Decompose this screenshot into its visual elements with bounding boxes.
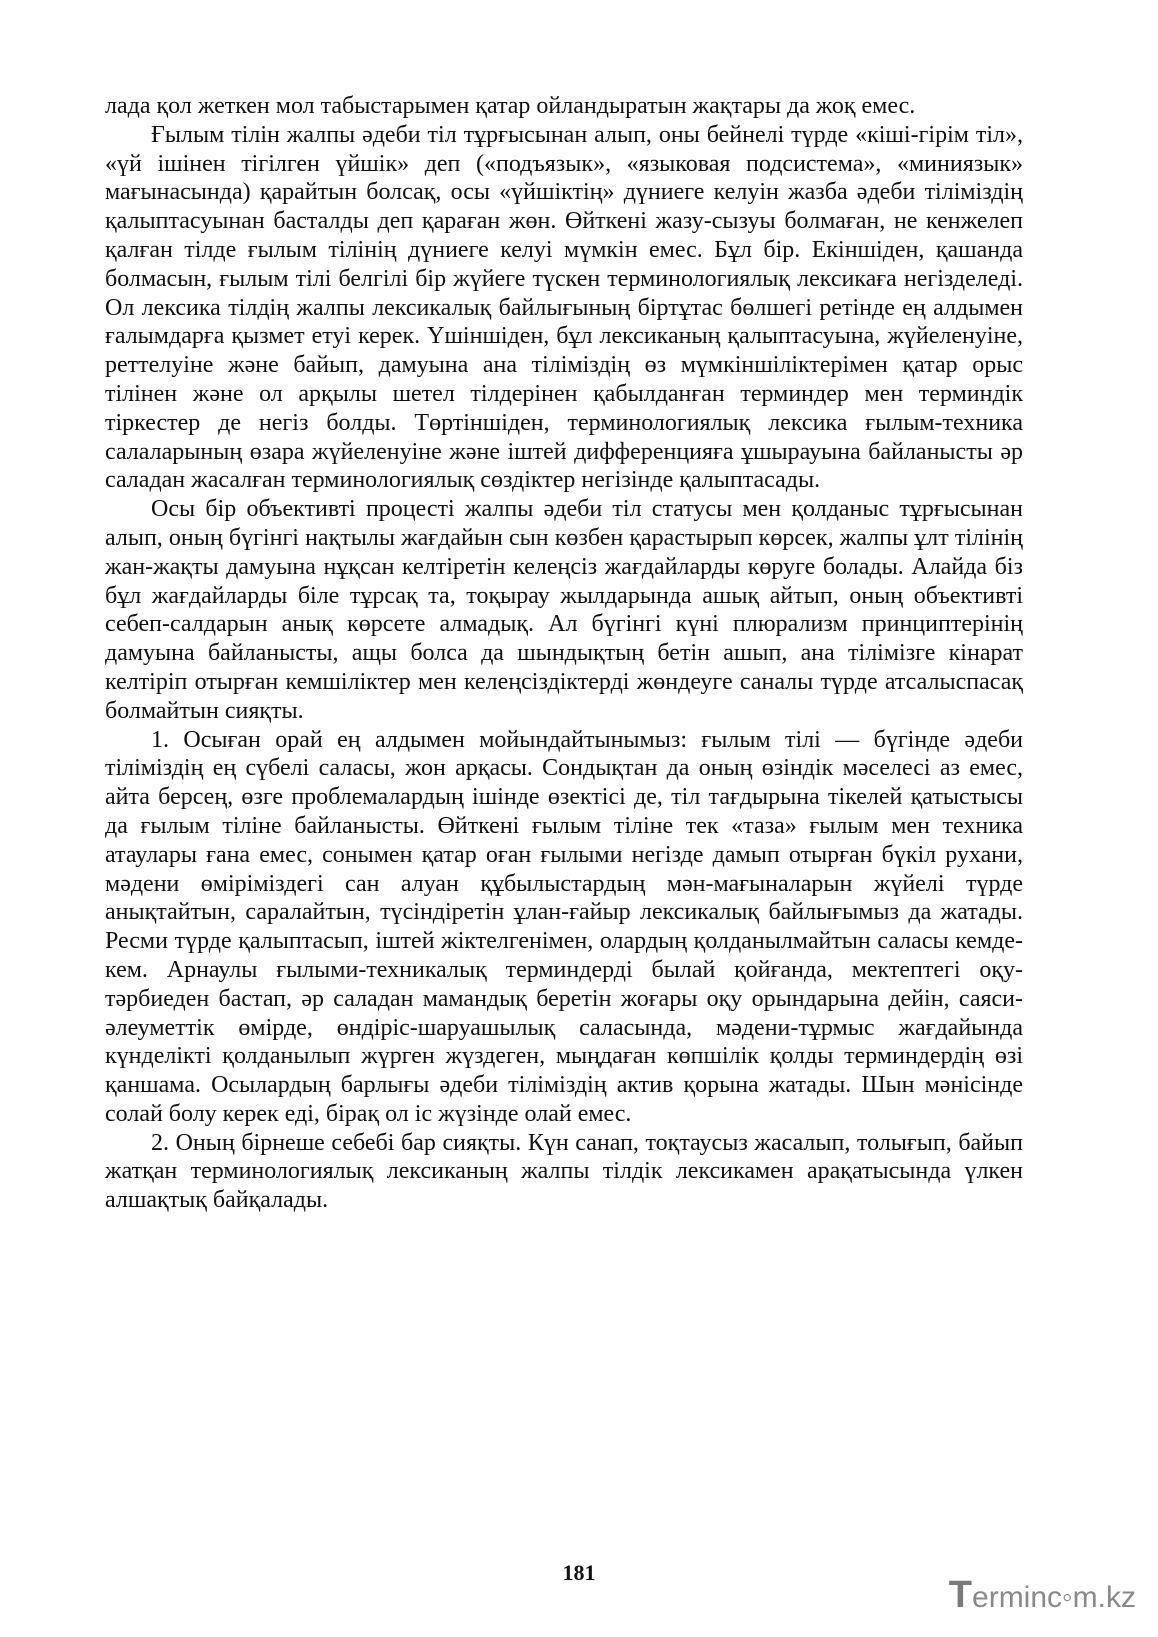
- watermark-o-glyph: ◦: [1062, 1581, 1073, 1614]
- watermark-first-letter: T: [948, 1574, 973, 1616]
- paragraph-science-language: Ғылым тілін жалпы әдеби тіл тұрғысынан алып, оны бейнелі түрде «кіші-гірім тіл», «үй ішінен тігілген үйшік» деп («подъязык», «языковая подсистема», «миниязык» мағынасында) қарайтын болсақ, осы «үйшіктің» дүниеге келуін жазба әдеби тіліміздің қалыптасуынан басталды деп қараған жөн. Өйткені жазу-сызуы болмаған, не кенжелеп қалған тілде ғылым тілінің дүниеге келуі мүмкін емес. Бұл бір. Екіншіден, қашанда болмасын, ғылым тілі белгілі бір жүйеге түскен терминологиялық лексикаға негізделеді. Ол лексика тілдің жалпы лексикалық байлығының біртұтас бөлшегі ретінде ең алдымен ғалымдарға қызмет етуі керек. Үшіншіден, бұл лексиканың қалыптасуына, жүйеленуіне, реттелуіне және байып, дамуына ана тіліміздің өз мүмкіншіліктерімен қатар орыс тілінен және ол арқылы шетел тілдерінен қабылданған терминдер мен терминдік тіркестер де негіз болды. Төртіншіден, терминологиялық лексика ғылым-техника салаларының өзара жүйеленуіне және іштей дифференцияға ұшырауына байланысты әр саладан жасалған терминологиялық сөздіктер негізінде қалыптасады.: [105, 121, 1023, 494]
- paragraph-point-two: 2. Оның бірнеше себебі бар сияқты. Күн санап, тоқтаусыз жасалып, толығып, байып жатқан терминологиялық лексиканың жалпы тілдік лексикамен арақатысында үлкен алшақтық байқалады.: [105, 1129, 1023, 1214]
- page-number: 181: [562, 1560, 596, 1585]
- termincom-watermark: [949, 1574, 1136, 1617]
- paragraph-continuation: лада қол жеткен мол табыстарымен қатар ойландыратын жақтары да жоқ емес.: [105, 93, 916, 119]
- page-text-body: [105, 92, 1023, 1215]
- watermark-domain: m.kz: [1072, 1581, 1136, 1614]
- paragraph-objective-process: Осы бір объективті процесті жалпы әдеби тіл статусы мен қолданыс тұрғысынан алып, оның бүгінгі нақтылы жағдайын сын көзбен қарастырып көрсек, жалпы ұлт тілінің жан-жақты дамуына нұқсан келтіретін келеңсіз жағдайларды көруге болады. Алайда біз бұл жағдайларды біле тұрсақ та, тоқырау жылдарында ашық айтып, оның объективті себеп-салдарын анық көрсете алмадық. Ал бүгінгі күні плюрализм принциптерінің дамуына байланысты, ащы болса да шындықтың бетін ашып, ана тілімізге кінарат келтіріп отырған кемшіліктер мен келеңсіздіктерді жөндеуге саналы түрде атсалыспасақ болмайтын сияқты.: [105, 496, 1023, 724]
- paragraph-point-one: 1. Осыған орай ең алдымен мойындайтынымыз: ғылым тілі — бүгінде әдеби тіліміздің ең сүбелі саласы, жон арқасы. Сондықтан да оның өзіндік мәселесі аз емес, айта берсең, өзге проблемалардың ішінде өзектісі де, тіл тағдырына тікелей қатыстысы да ғылым тіліне байланысты. Өйткені ғылым тіліне тек «таза» ғылым мен техника атаулары ғана емес, сонымен қатар оған ғылыми негізде дамып отырған бүкіл рухани, мәдени өміріміздегі сан алуан құбылыстардың мән-мағыналарын жүйелі түрде анықтайтын, саралайтын, түсіндіретін ұлан-ғайыр лексикалық байлығымыз да жатады. Ресми түрде қалыптасып, іштей жіктелгенімен, олардың қолданылмайтын саласы кемде-кем. Арнаулы ғылыми-техникалық терминдерді былай қойғанда, мектептегі оқу-тәрбиеден бастап, әр саладан мамандық беретін жоғары оқу орындарына дейін, саяси-әлеуметтік өмірде, өндіріс-шаруашылық саласында, мәдени-тұрмыс жағдайында күнделікті қолданылып жүрген жүздеген, мыңдаған көпшілік қолды терминдердің өзі қаншама. Осылардың барлығы әдеби тіліміздің актив қорына жатады. Шын мәнісінде солай болу керек еді, бірақ ол іс жүзінде олай емес.: [105, 726, 1023, 1127]
- watermark-text-part: erminc: [972, 1581, 1063, 1614]
